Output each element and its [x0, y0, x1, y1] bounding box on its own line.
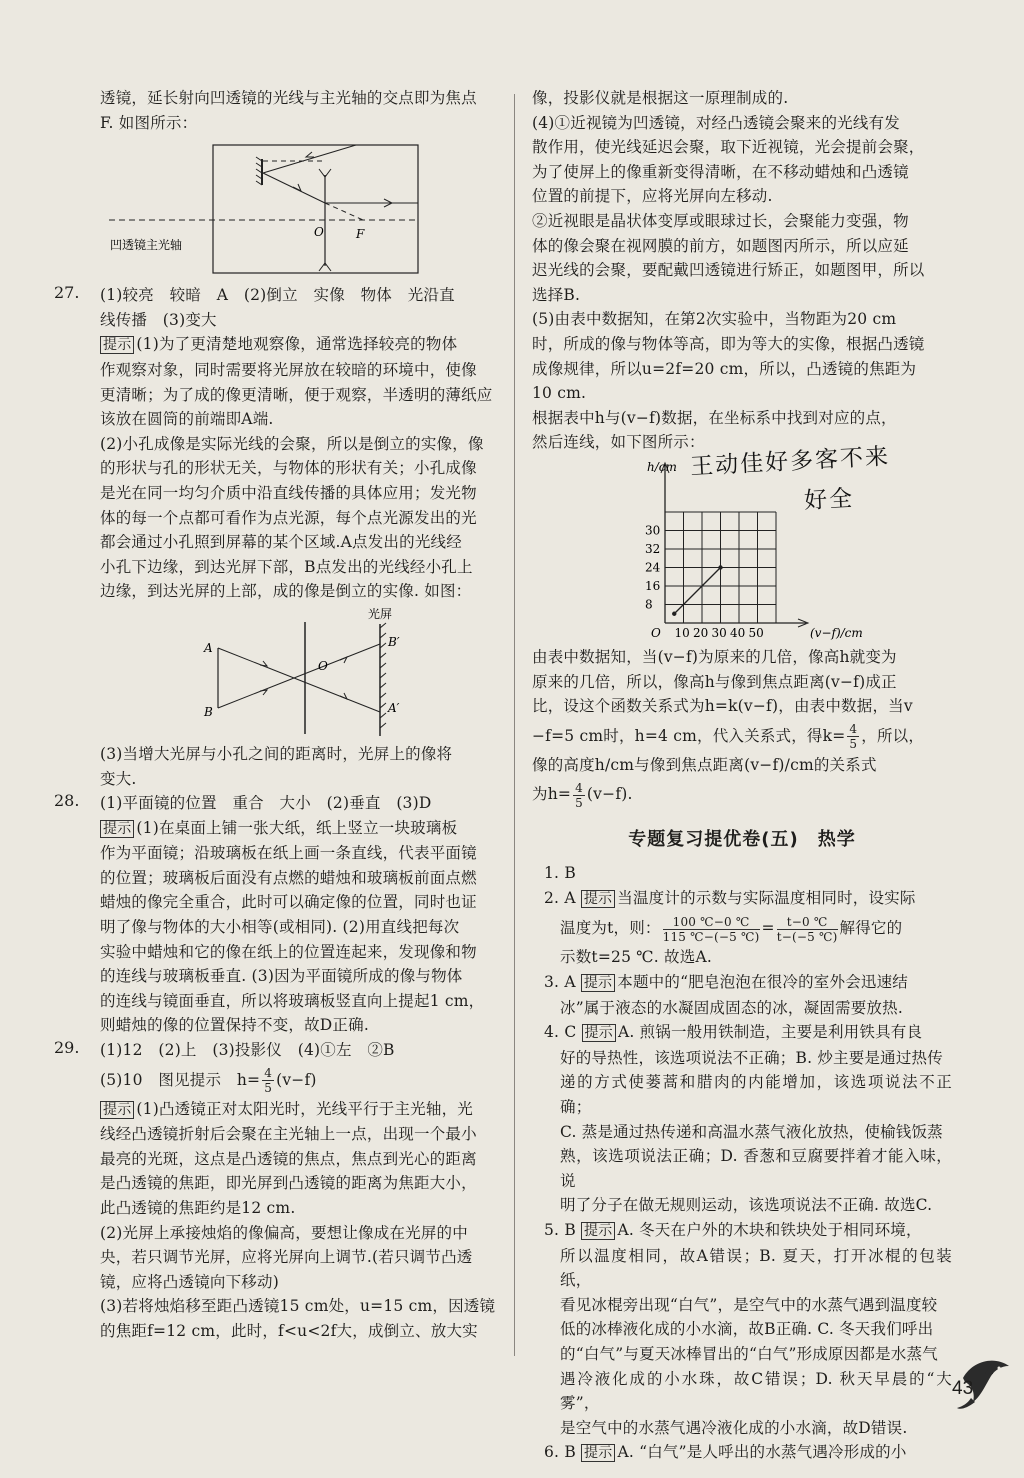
text-line: 是光在同一均匀介质中沿直线传播的具体应用；发光物: [100, 483, 477, 502]
text-line: 蜡烛的像完全重合，此时可以确定像的位置，同时也证: [100, 893, 477, 912]
denominator: t−(−5 ℃): [776, 929, 838, 944]
text-line: 像，投影仪就是根据这一原理制成的.: [532, 89, 789, 107]
text-line: 由表中数据知，当(v−f)为原来的几倍，像高h就变为: [532, 647, 897, 666]
text-line: 明了分子在做无规则运动，该选项说法不正确. 故选C.: [560, 1196, 933, 1215]
text-line: −f=5 cm时，h=4 cm，代入关系式，得k=: [532, 726, 846, 745]
text-line: 熟，该选项说法正确；D. 香葱和豆腐要拌着才能入味，说: [560, 1147, 952, 1190]
question-number: 28.: [54, 791, 80, 811]
point-B-label: B: [204, 704, 213, 719]
text-line: 是凸透镜的焦距，即光屏到凸透镜的距离为焦距大小，: [100, 1174, 477, 1193]
hint-tag: 提示: [582, 1024, 616, 1042]
column-divider: [514, 94, 515, 1356]
fraction: [663, 915, 760, 944]
concave-lens-figure: [88, 139, 501, 279]
data-point: [672, 611, 676, 615]
text-line: 看见冰棍旁出现“白气”，是空气中的水蒸气遇到温度较: [560, 1295, 938, 1314]
text-line: 然后连线，如下图所示：: [532, 433, 705, 452]
image-Bp-label: B′: [388, 634, 400, 649]
text-line: 递的方式使蒌蒿和腊肉的内能增加，该选项说法不正确；: [560, 1073, 952, 1117]
text-line: 透镜，延长射向凹透镜的光线与主光轴的交点即为焦点: [100, 89, 477, 107]
answer-letter: 6. B: [544, 1443, 576, 1462]
denominator: 5: [264, 1081, 273, 1096]
pinhole-figure: [100, 608, 501, 738]
x-tick-label: 10: [674, 625, 690, 640]
text-line: 体的每一个点都可看作为点光源，每个点光源发出的光: [100, 508, 477, 527]
denominator: 115 ℃−(−5 ℃): [662, 929, 760, 944]
text-line: 根据表中h与(v−f)数据，在坐标系中找到对应的点，: [532, 408, 897, 427]
text-line: 线经凸透镜折射后会聚在主光轴上一点，出现一个最小: [100, 1125, 477, 1144]
section-title: 专题复习提优卷(五) 热学: [628, 829, 856, 851]
axis-label: 凹透镜主光轴: [110, 238, 183, 253]
text-line: 选择B.: [532, 285, 581, 304]
text-line: 的连线与玻璃板垂直. (3)因为平面镜所成的像与物体: [100, 967, 463, 986]
lens-center-label: O: [314, 225, 324, 240]
fraction: [777, 915, 838, 944]
x-tick-label: 30: [711, 625, 727, 640]
text-line: (1)在桌面上铺一张大纸，纸上竖立一块玻璃板: [136, 818, 458, 837]
data-line: [674, 567, 720, 613]
answer-letter: 2. A: [544, 888, 576, 907]
text-line: 好的导热性，该选项说法不正确；B. 炒主要是通过热传: [560, 1048, 943, 1067]
concave-lens-diagram: [88, 139, 501, 279]
question-number: 29.: [54, 1038, 80, 1058]
text-line: 成像规律，所以u=2f=20 cm，所以，凸透镜的焦距为: [532, 359, 917, 378]
pinhole-O-label: O: [318, 658, 328, 673]
pinhole-diagram: [100, 608, 500, 738]
text-line: F. 如图所示：: [100, 113, 198, 132]
numerator: 4: [575, 780, 583, 795]
fraction: [847, 722, 859, 751]
left-column: [54, 86, 501, 1344]
numerator: t−0 ℃: [777, 915, 838, 930]
text-line: 都会通过小孔照到屏幕的某个区域.A点发出的光线经: [100, 533, 462, 552]
text-line: 体的像会聚在视网膜的前方，如题图丙所示，所以应延: [532, 236, 909, 255]
text-line: 小孔下边缘，到达光屏下部，B点发出的光线经小孔上: [100, 557, 473, 576]
text-line: A. 煎锅一般用铁制造，主要是利用铁具有良: [617, 1023, 923, 1042]
text-line: 作为平面镜；沿玻璃板在纸上画一条直线，代表平面镜: [100, 844, 477, 863]
text-line: 最亮的光斑，这点是凸透镜的焦点，焦点到光心的距离: [100, 1149, 477, 1168]
h-vs-vf-chart: [532, 459, 952, 641]
answer-28: [54, 791, 501, 1038]
text-line: 1. B: [544, 864, 576, 883]
text-line: 的形状与孔的形状无关，与物体的形状有关；小孔成像: [100, 459, 477, 478]
text-line: (v−f): [276, 1070, 317, 1089]
text-line: 该放在圆筒的前端即A端.: [100, 410, 274, 429]
hint-tag: 提示: [100, 820, 134, 838]
text-line: (1)平面镜的位置 重合 大小 (2)垂直 (3)D: [100, 794, 432, 813]
text-line: (4)①近视镜为凹透镜，对经凸透镜会聚来的光线有发: [532, 113, 900, 132]
text-line: 明了像与物体的大小相等(或相同). (2)用直线把每次: [100, 918, 460, 937]
text-line: 则蜡烛的像的位置保持不变，故D正确.: [100, 1016, 369, 1035]
text-line: (2)小孔成像是实际光线的会聚，所以是倒立的实像，像: [100, 434, 484, 453]
answer-letter: 5. B: [544, 1221, 576, 1239]
answer-1: [532, 861, 952, 886]
origin-label: O: [651, 625, 661, 640]
y-tick-label: 8: [645, 597, 653, 612]
y-axis-label: h/cm: [647, 459, 677, 474]
text-line: 是空气中的水蒸气遇冷液化成的小水滴，故D错误.: [560, 1418, 908, 1437]
data-point: [718, 565, 722, 569]
answer-2: [532, 886, 952, 970]
text-line: 低的冰棒液化成的小水滴，故B正确. C. 冬天我们呼出: [560, 1320, 934, 1339]
x-tick-label: 40: [730, 625, 746, 640]
hint-tag: 提示: [581, 1222, 615, 1240]
text-line: 此凸透镜的焦距约是12 cm.: [100, 1199, 296, 1217]
text-line: (1)较亮 较暗 A (2)倒立 实像 物体 光沿直: [100, 286, 455, 305]
numerator: 4: [849, 722, 858, 737]
text-line: 线传播 (3)变大: [100, 310, 217, 329]
x-tick-label: 20: [693, 625, 709, 640]
text-line: 散作用，使光线延迟会聚，取下近视镜，光会提前会聚，: [532, 138, 925, 157]
text-line: 为了使屏上的像重新变得清晰，在不移动蜡烛和凸透镜: [532, 162, 909, 181]
text-line: (1)凸透镜正对太阳光时，光线平行于主光轴，光: [136, 1099, 473, 1118]
text-line: 位置的前提下，应将光屏向左移动.: [532, 187, 773, 206]
answer-5: [532, 1218, 952, 1440]
answer-letter: 4. C: [544, 1023, 577, 1042]
text-line: 的位置；玻璃板后面没有点燃的蜡烛和玻璃板前面点燃: [100, 868, 477, 887]
hint-tag: 提示: [100, 1101, 134, 1119]
denominator: 5: [849, 737, 858, 752]
text-line: (5)由表中数据知，在第2次实验中，当物距为20 cm: [532, 310, 897, 329]
x-tick-label: 50: [748, 625, 764, 640]
text-line: 为h=: [532, 785, 572, 804]
y-tick-label: 32: [645, 541, 661, 556]
hint-tag: 提示: [581, 974, 615, 992]
fraction: [262, 1066, 274, 1095]
numerator: 100 ℃−0 ℃: [663, 915, 760, 930]
text-line: 冰”属于液态的水凝固成固态的冰，凝固需要放热.: [560, 998, 903, 1017]
fraction: [573, 781, 585, 810]
text-line: 本题中的“肥皂泡泡在很冷的室外会迅速结: [617, 973, 908, 992]
text-line: (1)12 (2)上 (3)投影仪 (4)①左 ②B: [100, 1041, 395, 1060]
right-column: [532, 86, 952, 1466]
text-line: (2)光屏上承接烛焰的像偏高，要想让像成在光屏的中: [100, 1223, 468, 1242]
text-line: 央，若只调节光屏，应将光屏向上调节.(若只调节凸透: [100, 1248, 473, 1267]
hint-tag: 提示: [100, 336, 134, 354]
text-line: ②近视眼是晶状体变厚或眼球过长，会聚能力变强，物: [532, 211, 909, 230]
answer-29: [54, 1038, 501, 1344]
text-line: 温度为t，则：: [560, 919, 661, 938]
equals-sign: =: [761, 919, 775, 938]
text-line: 当温度计的示数与实际温度相同时，设实际: [617, 888, 916, 907]
text-line: A. “白气”是人呼出的水蒸气遇冷形成的小: [617, 1443, 907, 1462]
answer-letter: 3. A: [544, 973, 576, 992]
text-line: 的焦距f=12 cm，此时，f<u<2f大，成倒立、放大实: [100, 1321, 478, 1340]
x-axis-label: (v−f)/cm: [810, 625, 863, 640]
text-line: 解得它的: [839, 919, 903, 938]
text-line: 变大.: [100, 769, 137, 788]
handwritten-note: 王动佳好多客不来: [689, 443, 891, 481]
text-line: 镜，应将凸透镜向下移动): [100, 1272, 279, 1291]
text-line: ，所以，: [861, 726, 925, 745]
text-line: 迟光线的会聚，要配戴凹透镜进行矫正，如题图甲，所以: [532, 261, 925, 280]
text-line: 的连线与镜面垂直，所以将玻璃板竖直向上提起1 cm，: [100, 991, 485, 1010]
y-tick-label: 16: [645, 578, 661, 593]
text-line: 像的高度h/cm与像到焦点距离(v−f)/cm的关系式: [532, 755, 877, 774]
text-line: (1)为了更清楚地观察像，通常选择较亮的物体: [136, 335, 458, 354]
y-tick-label: 24: [645, 560, 661, 575]
image-Ap-label: A′: [388, 700, 400, 715]
numerator: 4: [264, 1066, 273, 1081]
answer-27: [54, 283, 501, 791]
screen-label: 光屏: [368, 607, 393, 621]
graph-figure: [532, 443, 952, 641]
page-number: 43: [952, 1378, 974, 1399]
text-line: A. 冬天在户外的木块和铁块处于相同环境，: [617, 1221, 922, 1239]
text-line: C. 蒸是通过热传递和高温水蒸气液化放热，使榆钱饭蒸: [560, 1122, 943, 1141]
text-line: 遇冷液化成的小水珠，故C错误；D. 秋天早晨的“大雾”，: [560, 1369, 952, 1413]
answer-3: [532, 970, 952, 1020]
text-line: 边缘，到达光屏的上部，成的像是倒立的实像. 如图：: [100, 582, 472, 601]
text-line: 作观察对象，同时需要将光屏放在较暗的环境中，使像: [100, 360, 477, 379]
text-line: 所以温度相同，故A错误；B. 夏天，打开冰棍的包装纸，: [560, 1246, 952, 1290]
text-line: 比，设这个函数关系式为h=k(v−f)，由表中数据，当v: [532, 697, 913, 716]
text-line: 实验中蜡烛和它的像在纸上的位置连起来，发现像和物: [100, 942, 477, 961]
text-line: (3)当增大光屏与小孔之间的距离时，光屏上的像将: [100, 744, 453, 763]
y-tick-label: 30: [645, 523, 661, 538]
focus-label: F: [356, 227, 365, 242]
text-line: 原来的几倍，所以，像高h与像到焦点距离(v−f)成正: [532, 672, 897, 691]
handwritten-note: 好全: [803, 485, 855, 515]
question-number: 27.: [54, 283, 80, 303]
text-line: 更清晰；为了成的像更清晰，便于观察，半透明的薄纸应: [100, 385, 493, 404]
hint-tag: 提示: [581, 890, 615, 908]
text-line: (v−f).: [586, 785, 633, 804]
text-line: (5)10 图见提示 h=: [100, 1070, 261, 1089]
text-line: (3)若将烛焰移至距凸透镜15 cm处，u=15 cm，因透镜: [100, 1297, 496, 1316]
denominator: 5: [575, 795, 583, 810]
hint-tag: 提示: [581, 1444, 615, 1462]
text-line: 10 cm.: [532, 384, 587, 403]
text-line: 时，所成的像与物体等高，即为等大的实像，根据凸透镜: [532, 334, 925, 353]
point-A-label: A: [204, 640, 213, 655]
answer-6: [532, 1440, 952, 1466]
answer-4: [532, 1020, 952, 1218]
text-line: 的“白气”与夏天冰棒冒出的“白气”形成原因都是水蒸气: [560, 1344, 938, 1363]
text-line: 示数t=25 ℃. 故选A.: [560, 948, 712, 967]
